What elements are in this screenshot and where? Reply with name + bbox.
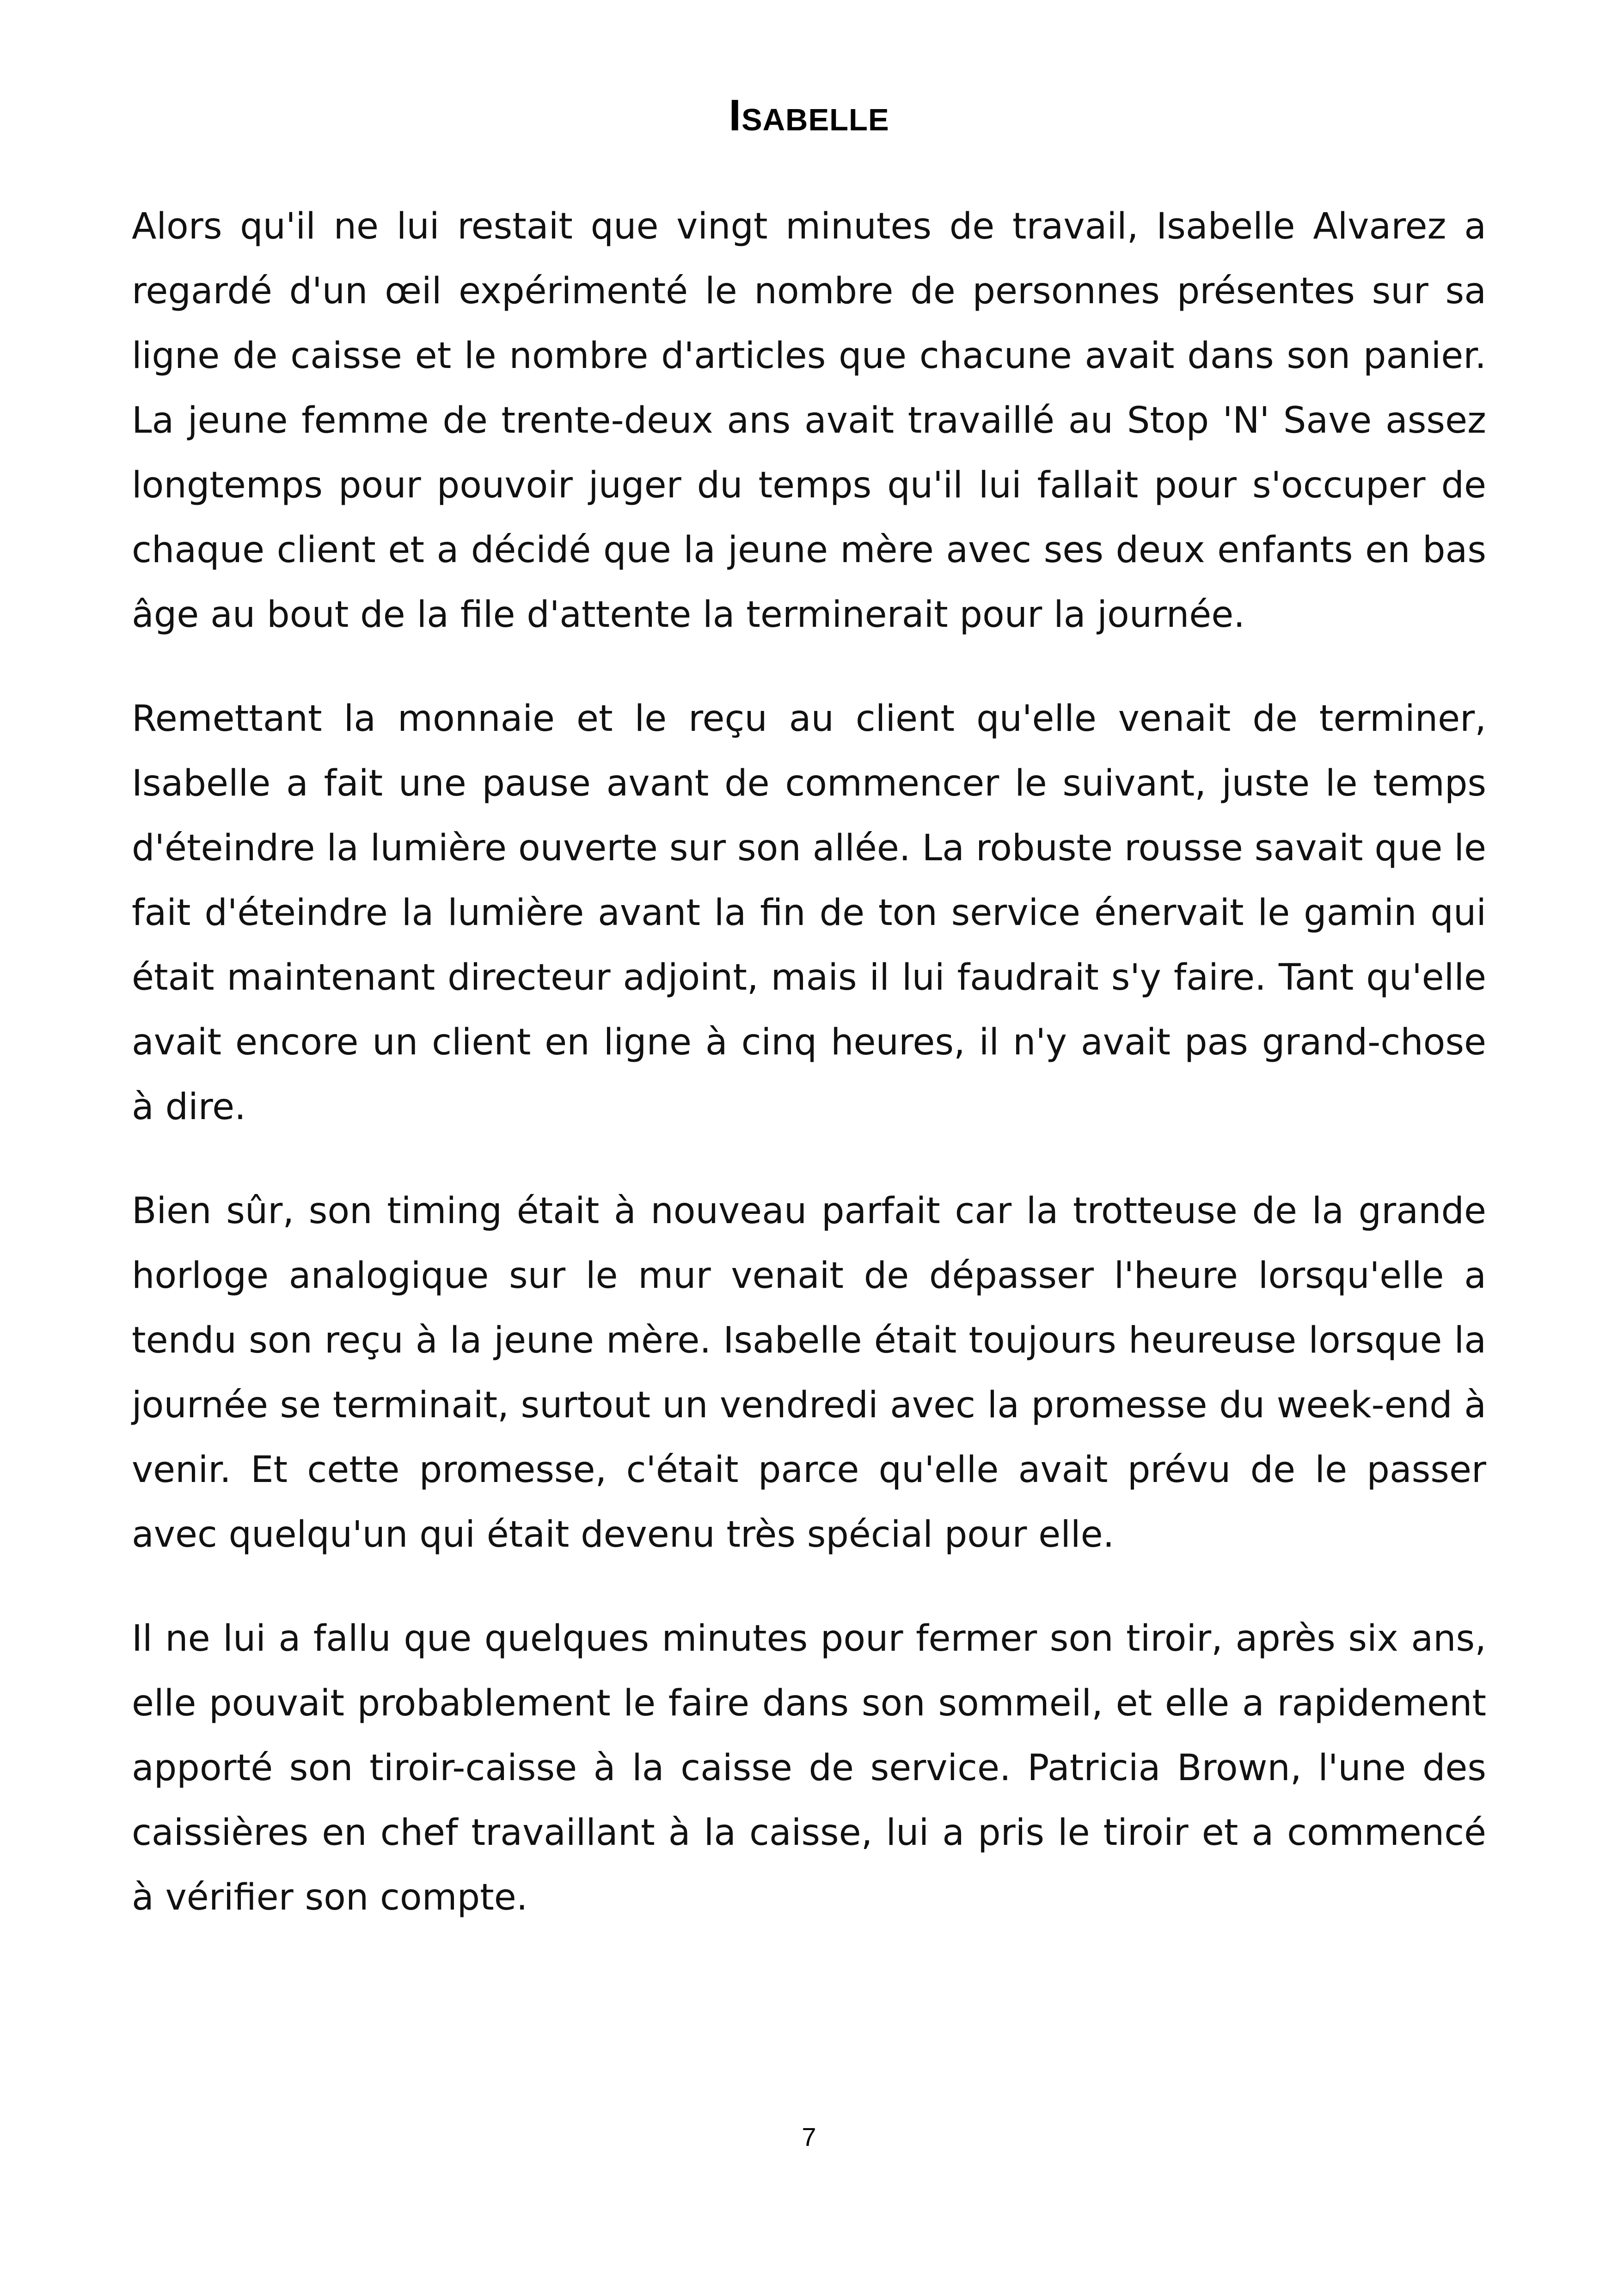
paragraph-1: Alors qu'il ne lui restait que vingt minutes de travail, Isabelle Alvarez a regardé d'un œil expérimenté le nombre de personnes présentes sur sa ligne de caisse et le nombre d'articles que chacune avait dans son panier. La jeune femme de trente-deux ans avait travaillé au Stop 'N' Save assez longtemps pour pouvoir juger du temps qu'il lui fallait pour s'occuper de chaque client et a décidé que la jeune mère avec ses deux enfants en bas âge au bout de la file d'attente la terminerait pour la journée.: [132, 206, 1486, 636]
paragraph-3: Bien sûr, son timing était à nouveau parfait car la trotteuse de la grande horloge analogique sur le mur venait de dépasser l'heure lorsqu'elle a tendu son reçu à la jeune mère. Isabelle était toujours heureuse lorsque la journée se terminait, surtout un vendredi avec la promesse du week-end à venir. Et cette promesse, c'était parce qu'elle avait prévu de le passer avec quelqu'un qui était devenu très spécial pour elle.: [132, 1190, 1486, 1555]
page-number: 7: [802, 2122, 816, 2151]
chapter-title: Isabelle: [729, 91, 889, 140]
paragraph-4: Il ne lui a fallu que quelques minutes pour fermer son tiroir, après six ans, elle pouvait probablement le faire dans son sommeil, et elle a rapidement apporté son tiroir-caisse à la caisse de service. Patricia Brown, l'une des caissières en chef travaillant à la caisse, lui a pris le tiroir et a commencé à vérifier son compte.: [132, 1618, 1486, 1918]
chapter-body: [132, 194, 1486, 1969]
paragraph-2: Remettant la monnaie et le reçu au client qu'elle venait de terminer, Isabelle a fait une pause avant de commencer le suivant, juste le temps d'éteindre la lumière ouverte sur son allée. La robuste rousse savait que le fait d'éteindre la lumière avant la fin de ton service énervait le gamin qui était maintenant directeur adjoint, mais il lui faudrait s'y faire. Tant qu'elle avait encore un client en ligne à cinq heures, il n'y avait pas grand-chose à dire.: [132, 698, 1486, 1128]
